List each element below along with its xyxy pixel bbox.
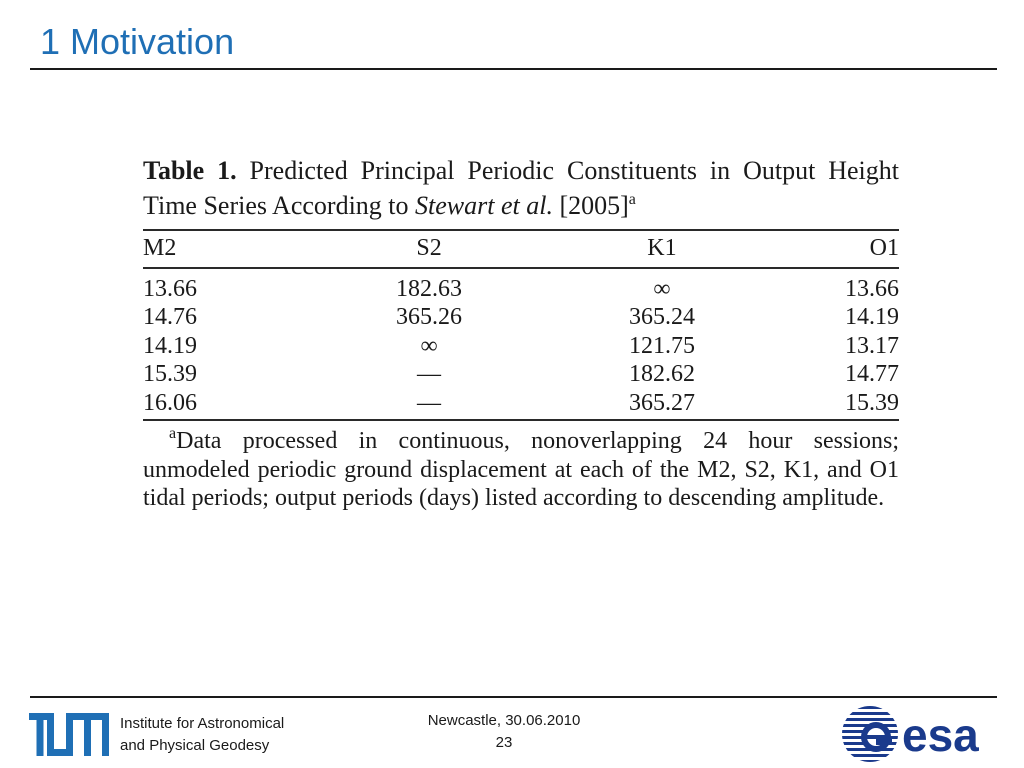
esa-logo [840, 704, 1000, 764]
table-header-row [143, 231, 899, 268]
table-cell: 121.75 [628, 332, 695, 359]
table-cell: 13.66 [143, 275, 197, 302]
table-cell: — [417, 389, 442, 416]
caption-citation: Stewart et al. [415, 191, 553, 220]
tum-logo [29, 713, 109, 756]
table-cell: 14.19 [143, 332, 197, 359]
slide-title: 1 Motivation [40, 21, 235, 62]
esa-wordmark: esa [902, 709, 979, 761]
table-cell: 13.66 [845, 275, 899, 302]
table-row [143, 360, 899, 389]
header-m2: M2 [143, 235, 177, 261]
table-cell: 16.06 [143, 389, 197, 416]
footnote-text: Data processed in continuous, nonoverlapping 24 hour sessions; unmodeled periodic ground displacement at each of the M2, S2, K1, and O1 tidal periods; output periods (days) listed according to descending amplitude. [143, 428, 899, 511]
table-cell: 14.19 [845, 304, 899, 331]
header-o1: O1 [869, 235, 899, 261]
table-footnote [143, 419, 899, 513]
table-row [143, 332, 899, 361]
table-cell: 182.62 [628, 361, 695, 388]
table-cell: — [417, 361, 442, 388]
table-cell: 14.76 [143, 304, 197, 331]
caption-footnote-mark: a [628, 191, 636, 208]
table-cell: 15.39 [845, 389, 899, 416]
table-figure [143, 153, 899, 513]
table-label: Table 1. [143, 156, 237, 185]
table-cell: ∞ [653, 275, 671, 302]
page-number: 23 [495, 734, 513, 751]
table-caption [143, 153, 899, 223]
table-row [143, 268, 899, 304]
table-row [143, 389, 899, 418]
footnote-mark: a [169, 425, 177, 442]
caption-text: Predicted Principal Periodic Constituents in Output Height Time Series According to [143, 156, 899, 220]
institute-name [120, 713, 284, 757]
table-cell: 14.77 [845, 361, 899, 388]
table-cell: 365.24 [628, 304, 695, 331]
institute-line-2: and Physical Geodesy [120, 737, 270, 754]
footer-divider [30, 696, 997, 698]
institute-line-1: Institute for Astronomical [120, 715, 285, 732]
table-cell: 365.26 [396, 304, 463, 331]
header-s2: S2 [416, 235, 442, 261]
footer-center [404, 710, 604, 754]
location-date: Newcastle, 30.06.2010 [427, 712, 581, 729]
table-cell: 15.39 [143, 361, 197, 388]
table-cell: ∞ [420, 332, 438, 359]
header-k1: K1 [647, 235, 677, 261]
title-divider [30, 68, 997, 70]
constituents-table [143, 231, 899, 418]
table-cell: 365.27 [628, 389, 695, 416]
table-cell: 182.63 [396, 275, 463, 302]
table-row [143, 303, 899, 332]
table-cell: 13.17 [845, 332, 899, 359]
caption-year: [2005] [552, 191, 629, 220]
